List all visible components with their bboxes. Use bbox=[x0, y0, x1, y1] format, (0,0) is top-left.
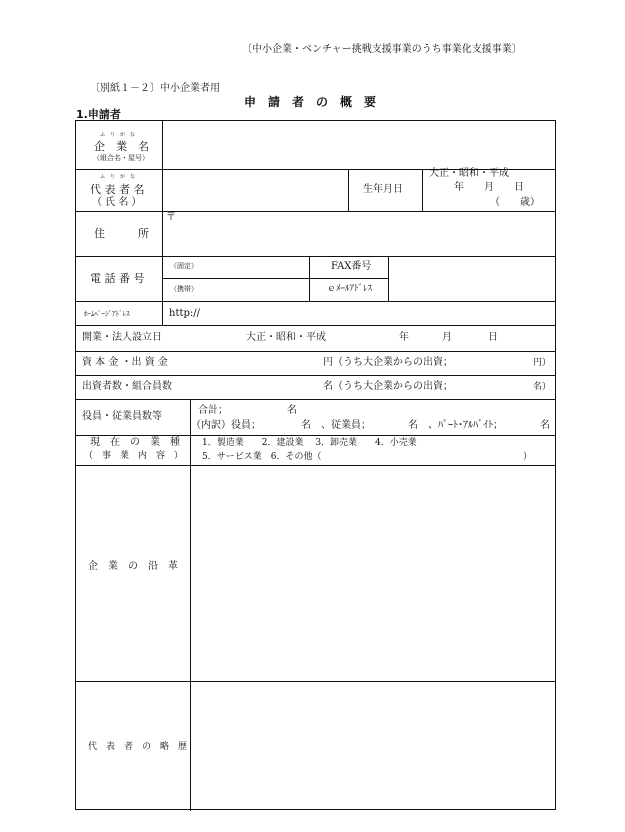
rep-label: 代 表 者 名 bbox=[90, 183, 145, 196]
founded-era: 大正・昭和・平成 bbox=[246, 332, 326, 343]
fax-field[interactable] bbox=[390, 258, 552, 278]
phone-label: 電 話 番 号 bbox=[90, 272, 145, 285]
address-label: 住 所 bbox=[94, 227, 149, 240]
investors-unit-end: 名） bbox=[533, 382, 552, 392]
staff-total-label: 合計； bbox=[198, 405, 228, 416]
industry-options-row2[interactable]: 5．サービス業 6．その他（ bbox=[202, 452, 322, 462]
fax-label: FAX番号 bbox=[331, 261, 372, 272]
staff-breakdown: （内訳）役員； bbox=[191, 420, 261, 431]
rep-sublabel: （ 氏 名 ） bbox=[92, 197, 142, 208]
industry-sublabel: （ 事 業 内 容 ） bbox=[84, 451, 184, 461]
age-field: （ 歳） bbox=[490, 197, 540, 208]
program-name: 〔中小企業・ベンチャー挑戦支援事業のうち事業化支援事業〕 bbox=[242, 44, 522, 55]
investors-unit: 名（うち大企業からの出資； bbox=[323, 381, 453, 392]
staff-parttime-unit: 名 bbox=[540, 420, 550, 431]
birthdate-ymd: 年 月 日 bbox=[454, 182, 524, 193]
capital-unit: 円（うち大企業からの出資； bbox=[323, 357, 453, 368]
staff-total-unit: 名 bbox=[287, 405, 297, 416]
section-heading: 1.申請者 bbox=[76, 108, 121, 121]
birthdate-label: 生年月日 bbox=[363, 184, 403, 195]
email-label: ｅﾒｰﾙｱﾄﾞﾚｽ bbox=[327, 284, 373, 294]
staff-employees-unit: 名 、ﾊﾟｰﾄ･ｱﾙﾊﾞｲﾄ； bbox=[408, 420, 503, 431]
applicant-form bbox=[75, 120, 556, 810]
founded-label: 開業・法人設立日 bbox=[82, 332, 162, 343]
birthdate-era: 大正・昭和・平成 bbox=[429, 168, 509, 179]
email-field[interactable] bbox=[390, 280, 552, 300]
postal-mark: 〒 bbox=[166, 212, 176, 223]
investors-label: 出資者数・組合員数 bbox=[82, 381, 172, 392]
homepage-value[interactable]: http:// bbox=[169, 308, 200, 319]
founded-month: 月 bbox=[442, 332, 452, 343]
company-furigana: ふ り が な bbox=[100, 132, 136, 138]
company-label: 企 業 名 bbox=[94, 140, 149, 153]
phone-fixed-label: （固定） bbox=[170, 262, 198, 270]
company-sublabel: （組合名・屋号） bbox=[93, 154, 149, 162]
industry-other-close: ） bbox=[523, 452, 533, 462]
career-field[interactable] bbox=[192, 683, 552, 809]
career-label: 代 表 者 の 略 歴 bbox=[88, 742, 188, 752]
annex-label: 〔別紙１－２〕中小企業者用 bbox=[90, 83, 220, 94]
page-title: 申 請 者 の 概 要 bbox=[244, 95, 377, 109]
address-field[interactable] bbox=[176, 213, 552, 254]
industry-label: 現 在 の 業 種 bbox=[90, 437, 180, 448]
founded-year: 年 bbox=[399, 332, 409, 343]
staff-officers-unit: 名 、従業員； bbox=[301, 420, 371, 431]
history-field[interactable] bbox=[192, 467, 552, 679]
history-label: 企 業 の 沿 革 bbox=[88, 561, 178, 572]
industry-options-row1[interactable]: 1．製造業 2．建設業 3．卸売業 4．小売業 bbox=[202, 438, 417, 448]
staff-label: 役員・従業員数等 bbox=[82, 411, 162, 422]
rep-name-field[interactable] bbox=[164, 171, 346, 209]
capital-unit-end: 円） bbox=[533, 358, 552, 368]
rep-furigana: ふ り が な bbox=[100, 174, 136, 180]
company-name-field[interactable] bbox=[164, 123, 552, 167]
homepage-label: ﾎｰﾑﾍﾟｰｼﾞｱﾄﾞﾚｽ bbox=[84, 310, 130, 318]
phone-mobile-label: （携帯） bbox=[170, 285, 198, 293]
capital-label: 資 本 金 ・出 資 金 bbox=[82, 357, 168, 368]
founded-day: 日 bbox=[488, 332, 498, 343]
